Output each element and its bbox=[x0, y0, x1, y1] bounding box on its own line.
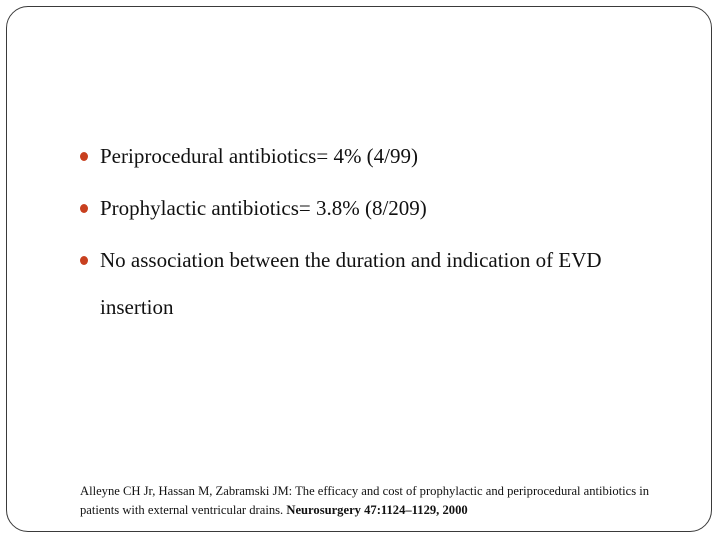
bullet-item-periprocedural bbox=[80, 133, 680, 180]
bullet-dot-icon bbox=[80, 256, 88, 265]
bullet-item-no-association bbox=[80, 237, 680, 331]
bullet-list bbox=[80, 133, 680, 336]
citation-journal: Neurosurgery 47:1124–1129, 2000 bbox=[286, 503, 468, 517]
bullet-text: Periprocedural antibiotics= 4% (4/99) bbox=[100, 144, 419, 168]
bullet-text: No association between the duration and indication of EVD insertion bbox=[100, 248, 602, 319]
citation-authors-title: Alleyne CH Jr, Hassan M, Zabramski JM: The efficacy and cost of prophylactic and periprocedural antibiotics in patients with external ventricular drains. bbox=[80, 484, 650, 517]
bullet-text: Prophylactic antibiotics= 3.8% (8/209) bbox=[100, 196, 427, 220]
bullet-dot-icon bbox=[80, 204, 88, 213]
bullet-dot-icon bbox=[80, 152, 88, 161]
citation bbox=[80, 482, 680, 520]
bullet-item-prophylactic bbox=[80, 185, 680, 232]
